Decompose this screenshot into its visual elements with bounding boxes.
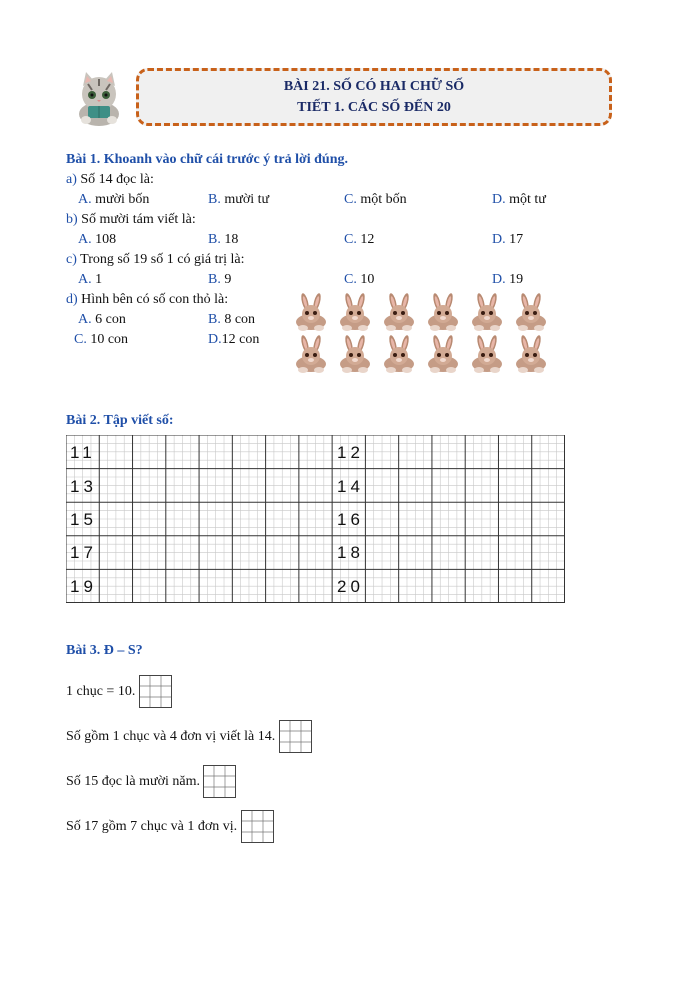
- statement-text: 1 chục = 10.: [66, 684, 136, 699]
- rabbit-icon: [340, 335, 370, 373]
- grid-number-right: 12: [337, 443, 364, 462]
- grid-number-right: 14: [337, 477, 364, 496]
- statement-row: [66, 664, 172, 708]
- writing-grid[interactable]: [66, 435, 565, 603]
- grid-number-left: 13: [70, 477, 97, 496]
- exercise-3-title: Bài 3. Đ – S?: [66, 643, 143, 658]
- rabbit-icon: [384, 293, 414, 331]
- grid-number-right: 16: [337, 510, 364, 529]
- rabbit-icon: [340, 293, 370, 331]
- rabbit-icon: [472, 293, 502, 331]
- option-b-B[interactable]: B. 18: [208, 232, 239, 247]
- rabbit-icon: [472, 335, 502, 373]
- question-a: a) Số 14 đọc là:: [66, 172, 154, 187]
- grid-number-left: 17: [70, 543, 97, 562]
- question-b: b) Số mười tám viết là:: [66, 212, 196, 227]
- option-d-C[interactable]: C. 10 con: [74, 332, 129, 347]
- question-c: c) Trong số 19 số 1 có giá trị là:: [66, 252, 245, 267]
- option-a-D[interactable]: D. một tư: [492, 192, 546, 207]
- rabbit-icon: [516, 293, 546, 331]
- option-a-B[interactable]: B. mười tư: [208, 192, 270, 207]
- rabbit-icon: [296, 335, 326, 373]
- grid-number-left: 15: [70, 510, 97, 529]
- grid-number-right: 18: [337, 543, 364, 562]
- statement-row: [66, 709, 312, 753]
- grid-number-left: 19: [70, 577, 97, 596]
- rabbit-icon: [384, 335, 414, 373]
- exercise-2-title: Bài 2. Tập viết số:: [66, 413, 174, 428]
- option-a-C[interactable]: C. một bốn: [344, 192, 407, 207]
- option-c-A[interactable]: A. 1: [78, 272, 103, 287]
- answer-box[interactable]: [203, 765, 236, 798]
- answer-box[interactable]: [279, 720, 312, 753]
- option-d-A[interactable]: A. 6 con: [78, 312, 126, 327]
- grid-number-right: 20: [337, 577, 364, 596]
- rabbit-icon: [428, 293, 458, 331]
- option-c-B[interactable]: B. 9: [208, 272, 232, 287]
- option-a-A[interactable]: A. mười bốn: [78, 192, 150, 207]
- statement-text: Số gồm 1 chục và 4 đơn vị viết là 14.: [66, 729, 276, 744]
- exercise-1-title: Bài 1. Khoanh vào chữ cái trước ý trả lời đúng.: [66, 152, 348, 167]
- rabbit-icon: [296, 293, 326, 331]
- option-d-B[interactable]: B. 8 con: [208, 312, 256, 327]
- question-d: d) Hình bên có số con thỏ là:: [66, 292, 229, 307]
- option-b-C[interactable]: C. 12: [344, 232, 375, 247]
- lesson-subtitle: TIẾT 1. CÁC SỐ ĐẾN 20: [297, 100, 451, 115]
- rabbits-illustration: [290, 292, 560, 374]
- lesson-title: BÀI 21. SỐ CÓ HAI CHỮ SỐ: [283, 79, 465, 94]
- option-c-D[interactable]: D. 19: [492, 272, 524, 287]
- statement-row: [66, 799, 274, 843]
- grid-number-left: 11: [70, 443, 96, 462]
- statement-text: Số 15 đọc là mười năm.: [66, 774, 200, 789]
- option-d-D[interactable]: D.12 con: [208, 332, 260, 347]
- option-b-D[interactable]: D. 17: [492, 232, 524, 247]
- statement-text: Số 17 gồm 7 chục và 1 đơn vị.: [66, 819, 238, 834]
- option-c-C[interactable]: C. 10: [344, 272, 375, 287]
- option-b-A[interactable]: A. 108: [78, 232, 117, 247]
- rabbit-icon: [516, 335, 546, 373]
- title-banner: [136, 68, 612, 126]
- statement-row: [66, 754, 236, 798]
- answer-box[interactable]: [241, 810, 274, 843]
- answer-box[interactable]: [139, 675, 172, 708]
- reading-cat-illustration: [70, 70, 128, 128]
- rabbit-icon: [428, 335, 458, 373]
